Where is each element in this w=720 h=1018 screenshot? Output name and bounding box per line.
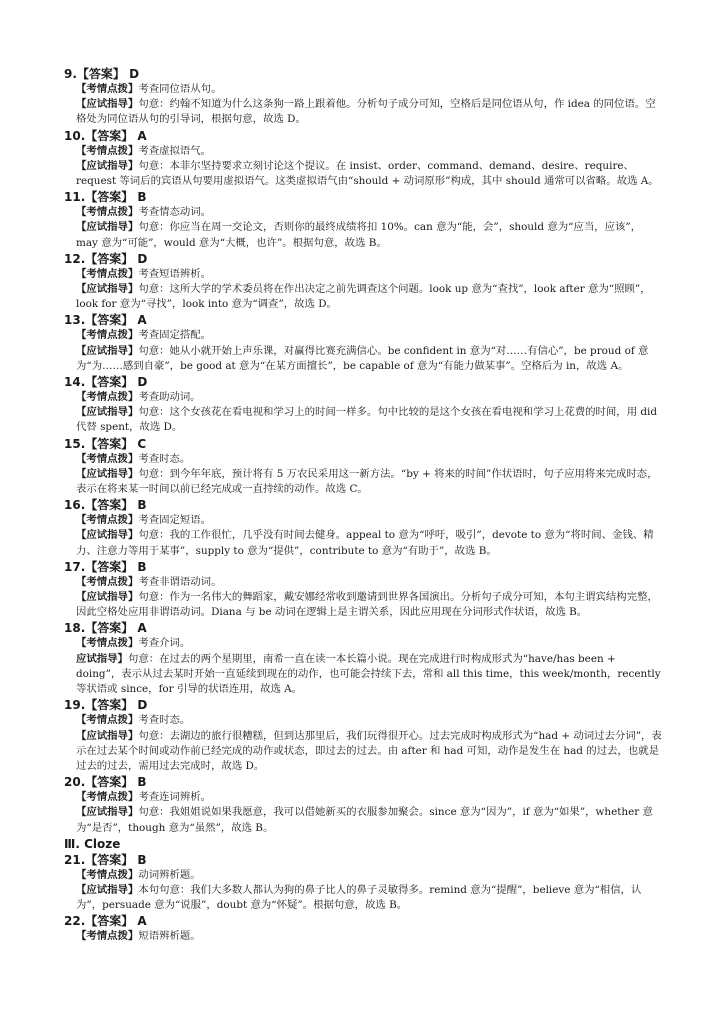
explanation-row bbox=[76, 790, 662, 805]
explanation-row bbox=[76, 528, 662, 558]
answer-line: 14.【答案】 D bbox=[64, 375, 148, 390]
explanation-row bbox=[76, 575, 662, 590]
answer-item bbox=[64, 251, 662, 313]
explanation-row bbox=[76, 159, 662, 189]
row-label: 【考情点拨】 bbox=[76, 714, 139, 727]
answer-line: 10.【答案】 A bbox=[64, 128, 147, 143]
row-text: 句意：作为一名伟大的舞蹈家，戴安娜经常收到邀请到世界各国演出。分析句子成分可知，本句主谓宾结构完整，因此空格处应用非谓语动词。Diana 与 be 动词在逻辑上是主谓关系，因此应用现在分词形式作状语，故选 B。 bbox=[76, 591, 658, 619]
answer-item bbox=[64, 559, 662, 621]
row-text: 句意：去湖边的旅行很糟糕，但到达那里后，我们玩得很开心。过去完成时构成形式为“had + 动词过去分词”，表示在过去某个时间或动作前已经完成的动作或状态，即过去的过去。由 after 和 had 可知，动作是发生在 had 的过去，也就是过去的过去，需用过去完成时，故选 D。 bbox=[76, 729, 662, 772]
answer-item bbox=[64, 128, 662, 190]
row-text: 句意：她从小就开始上声乐课，对赢得比赛充满信心。be confident in 意为“对……有信心”，be proud of 意为“为……感到自豪”，be good at 意为“在某方面擅长”，be capable of 意为“有能力做某事”。空格后为 in，故选 A。 bbox=[76, 344, 649, 372]
answer-item bbox=[64, 497, 662, 559]
row-label: 【考情点拨】 bbox=[76, 206, 139, 219]
row-text: 动词辨析题。 bbox=[138, 868, 201, 881]
answer-item bbox=[64, 374, 662, 436]
row-label: 【考情点拨】 bbox=[76, 267, 139, 280]
explanation-row bbox=[76, 344, 662, 374]
row-label: 【考情点拨】 bbox=[76, 791, 139, 804]
answer-item bbox=[64, 66, 662, 128]
row-text: 考查固定短语。 bbox=[138, 514, 212, 527]
row-text: 考查短语辨析。 bbox=[138, 267, 212, 280]
row-label: 【考情点拨】 bbox=[76, 514, 139, 527]
answer-line: 22.【答案】 A bbox=[64, 914, 147, 929]
explanation-row bbox=[76, 282, 662, 312]
answer-line: 11.【答案】 B bbox=[64, 190, 147, 205]
explanation-row bbox=[76, 97, 662, 127]
row-text: 考查虚拟语气。 bbox=[138, 144, 212, 157]
answer-line: 21.【答案】 B bbox=[64, 852, 147, 867]
answer-line: 16.【答案】 B bbox=[64, 498, 147, 513]
row-text: 句意：这个女孩花在看电视和学习上的时间一样多。句中比较的是这个女孩在看电视和学习上花费的时间，用 did 代替 spent，故选 D。 bbox=[76, 406, 658, 434]
explanation-row bbox=[76, 868, 662, 883]
row-text: 考查连词辨析。 bbox=[138, 791, 212, 804]
row-label: 【应试指导】 bbox=[76, 591, 139, 604]
answer-item bbox=[64, 697, 662, 774]
row-text: 本句句意：我们大多数人都认为狗的鼻子比人的鼻子灵敏得多。remind 意为“提醒”，believe 意为“相信，认为”，persuade 意为“说服”，doubt 意为“怀疑”。根据句意，故选 B。 bbox=[76, 883, 642, 912]
row-text: 考查时态。 bbox=[138, 452, 191, 465]
row-label: 【考情点拨】 bbox=[76, 868, 139, 881]
explanation-row bbox=[76, 713, 662, 728]
explanation-row bbox=[76, 82, 662, 97]
explanation-row bbox=[76, 390, 662, 405]
explanation-row bbox=[76, 652, 662, 698]
row-text: 考查介词。 bbox=[138, 637, 191, 650]
row-text: 考查助动词。 bbox=[138, 391, 201, 404]
row-label: 【应试指导】 bbox=[76, 529, 139, 542]
row-label: 【考情点拨】 bbox=[76, 575, 139, 588]
section-heading-block bbox=[64, 836, 662, 852]
explanation-row bbox=[76, 467, 662, 497]
row-text: 考查同位语从句。 bbox=[138, 83, 222, 95]
answer-line: 9.【答案】 D bbox=[64, 67, 140, 81]
explanation-row bbox=[76, 805, 662, 835]
answer-item bbox=[64, 436, 662, 498]
explanation-row bbox=[76, 452, 662, 467]
row-label: 【考情点拨】 bbox=[76, 83, 139, 95]
explanation-row bbox=[76, 205, 662, 220]
explanation-row bbox=[76, 220, 662, 250]
row-text: 句意：到今年年底，预计将有 5 万农民采用这一新方法。“by + 将来的时间”作状语时，句子应用将来完成时态，表示在将来某一时间以前已经完成或一直持续的动作。故选 C。 bbox=[76, 467, 658, 496]
answer-line: 19.【答案】 D bbox=[64, 698, 148, 713]
row-text: 短语辨析题。 bbox=[138, 930, 201, 943]
answer-item bbox=[64, 774, 662, 836]
row-text: 考查固定搭配。 bbox=[138, 329, 212, 342]
answer-line: 13.【答案】 A bbox=[64, 313, 147, 328]
row-label: 【应试指导】 bbox=[76, 729, 139, 742]
row-text: 句意：约翰不知道为什么这条狗一路上跟着他。分析句子成分可知，空格后是同位语从句，作 idea 的同位语。空格处为同位语从句的引导词，根据句意，故选 D。 bbox=[76, 98, 656, 126]
section-title: Ⅲ. Cloze bbox=[64, 836, 121, 851]
row-label: 【考情点拨】 bbox=[76, 329, 139, 342]
row-label: 【应试指导】 bbox=[76, 221, 139, 234]
answer-line: 12.【答案】 D bbox=[64, 251, 148, 266]
row-text: 考查情态动词。 bbox=[138, 206, 212, 219]
row-label: 【考情点拨】 bbox=[76, 391, 139, 404]
row-label: 【考情点拨】 bbox=[76, 930, 139, 943]
row-label: 【应试指导】 bbox=[76, 344, 139, 357]
row-label: 【应试指导】 bbox=[76, 806, 139, 819]
explanation-row bbox=[76, 929, 662, 944]
explanation-row bbox=[76, 328, 662, 343]
answer-line: 20.【答案】 B bbox=[64, 775, 147, 790]
row-text: 句意：在过去的两个星期里，南希一直在读一本长篇小说。现在完成进行时构成形式为“have/has been + doing”，表示从过去某时开始一直延续到现在的动作，也可能会持续下去，常和 all this time，this week/month，recently 等状语或 since，for 引导的状语连用，故选 A。 bbox=[76, 652, 661, 696]
explanation-row bbox=[76, 883, 662, 913]
explanation-row bbox=[76, 590, 662, 620]
row-label: 【应试指导】 bbox=[76, 159, 139, 172]
answer-item bbox=[64, 852, 662, 914]
explanation-row bbox=[76, 405, 662, 435]
answer-line: 17.【答案】 B bbox=[64, 559, 147, 574]
row-text: 句意：我的工作很忙，几乎没有时间去健身。appeal to 意为“呼吁，吸引”，devote to 意为“将时间、金钱、精力、注意力等用于某事”，supply to 意为“提供”，contribute to 意为“有助于”，故选 B。 bbox=[76, 529, 654, 557]
row-label: 【应试指导】 bbox=[76, 406, 139, 419]
answer-line: 15.【答案】 C bbox=[64, 436, 147, 451]
row-label: 【应试指导】 bbox=[76, 283, 139, 296]
row-text: 句意：本菲尔坚持要求立刻讨论这个提议。在 insist、order、command、demand、desire、require、request 等词后的宾语从句要用虚拟语气。这类虚拟语气由“should + 动词原形”构成，其中 should 通常可以省略。故选 A。 bbox=[76, 159, 659, 188]
row-label: 【应试指导】 bbox=[76, 98, 139, 111]
row-text: 考查时态。 bbox=[138, 714, 191, 727]
row-label: 【考情点拨】 bbox=[76, 452, 139, 465]
answer-item bbox=[64, 189, 662, 251]
row-text: 考查非谓语动词。 bbox=[138, 575, 222, 588]
answer-item bbox=[64, 312, 662, 374]
explanation-row bbox=[76, 267, 662, 282]
explanation-row bbox=[76, 144, 662, 159]
answer-line: 18.【答案】 A bbox=[64, 621, 147, 636]
row-label: 应试指导】 bbox=[76, 652, 128, 665]
answer-item bbox=[64, 913, 662, 944]
explanation-row bbox=[76, 636, 662, 651]
explanation-row bbox=[76, 729, 662, 775]
row-label: 【考情点拨】 bbox=[76, 144, 139, 157]
row-label: 【考情点拨】 bbox=[76, 637, 139, 650]
row-label: 【应试指导】 bbox=[76, 467, 139, 480]
answer-item bbox=[64, 620, 662, 697]
row-text: 句意：你应当在周一交论文，否则你的最终成绩将扣 10%。can 意为“能，会”，should 意为“应当，应该”，may 意为“可能”，would 意为“大概，也许”。根据句意，故选 B。 bbox=[76, 221, 642, 249]
row-text: 句意：这所大学的学术委员将在作出决定之前先调查这个问题。look up 意为“查找”，look after 意为“照顾”，look for 意为“寻找”，look into 意为“调查”，故选 D。 bbox=[76, 283, 651, 311]
row-text: 句意：我姐姐说如果我愿意，我可以借她新买的衣服参加聚会。since 意为“因为”，if 意为“如果”，whether 意为“是否”，though 意为“虽然”，故选 B。 bbox=[76, 806, 653, 834]
explanation-row bbox=[76, 513, 662, 528]
row-label: 【应试指导】 bbox=[76, 883, 139, 896]
